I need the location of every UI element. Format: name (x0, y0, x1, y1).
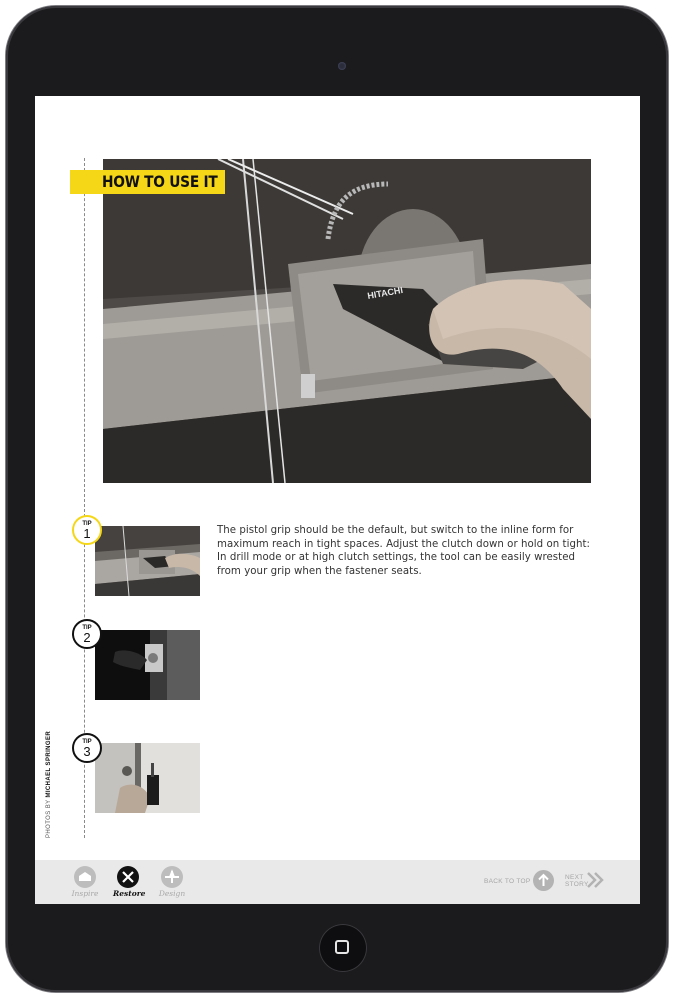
tip-3-thumbnail[interactable] (95, 743, 200, 813)
nav-label: Restore (113, 889, 146, 898)
tip-1-thumbnail[interactable] (95, 526, 200, 596)
tip-2-badge[interactable] (72, 619, 102, 649)
tool-brand-label: HITACHI (366, 284, 404, 301)
tip-1-text: The pistol grip should be the default, but switch to the inline form for maximum reach in tight spaces. Adjust the clutch down or hold on tight: In drill mode or at high clutch settings, the tool can be easily wrested from your grip when the fastener seats. (217, 525, 590, 577)
home-square-icon (335, 940, 349, 954)
footer-bar (35, 860, 640, 904)
tools-icon (117, 866, 139, 888)
front-camera (338, 62, 346, 70)
photo-credit (46, 731, 52, 838)
plane-icon (161, 866, 183, 888)
nav-design[interactable] (157, 866, 187, 898)
tip-number: 2 (83, 630, 91, 645)
tip-number: 3 (83, 744, 91, 759)
story-label: STORY (565, 881, 589, 888)
tip-1-badge[interactable] (72, 515, 102, 545)
nav-restore[interactable] (113, 866, 146, 898)
tip-label: TIP (82, 625, 92, 631)
nav-label: Design (158, 889, 186, 898)
nav-label: Inspire (71, 889, 99, 898)
tip-number: 1 (83, 526, 91, 541)
back-to-top-link[interactable]: BACK TO TOP (484, 878, 531, 885)
arrow-up-icon[interactable] (533, 870, 554, 891)
hero-image (103, 159, 591, 483)
nav-inspire[interactable] (70, 866, 100, 898)
next-label: NEXT (565, 874, 584, 881)
home-icon (74, 866, 96, 888)
double-chevron-right-icon[interactable] (586, 871, 606, 889)
section-title: HOW TO USE IT (102, 172, 218, 191)
photo-credit-name: MICHAEL SPRINGER (46, 730, 52, 798)
tip-2-thumbnail[interactable] (95, 630, 200, 700)
photo-credit-prefix: PHOTOS BY (46, 799, 52, 838)
tip-label: TIP (82, 521, 92, 527)
tip-label: TIP (82, 739, 92, 745)
hero-photo-svg (103, 159, 591, 483)
home-button[interactable] (319, 924, 367, 972)
tip-3-badge[interactable] (72, 733, 102, 763)
screen (35, 96, 640, 904)
